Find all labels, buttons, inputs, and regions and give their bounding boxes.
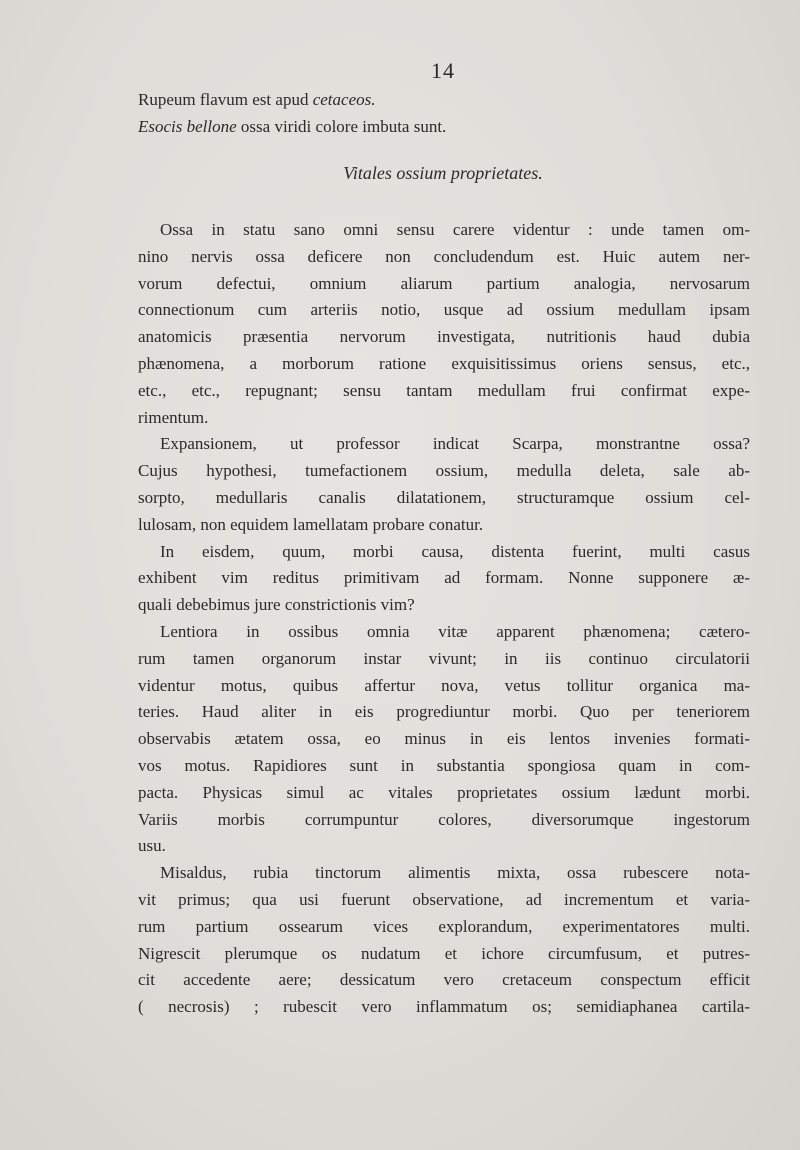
body-line: pacta. Physicas simul ac vitales proprietates ossium lædunt morbi. [138,782,750,802]
body-line: vos motus. Rapidiores sunt in substantia spongiosa quam in com- [138,755,750,775]
body-text [138,217,750,1021]
body-line: connectionum cum arteriis notio, usque ad ossium medullam ipsam [138,300,750,320]
body-line: usu. [138,836,166,856]
body-line: videntur motus, quibus affertur nova, vetus tollitur organica ma- [138,675,750,695]
intro-text: ossa viridi colore imbuta sunt. [236,116,447,136]
page-number: 14 [431,58,455,83]
body-line: rum partium ossearum vices explorandum, experimentatores multi. [138,916,750,936]
intro-line [138,87,750,114]
body-line: vorum defectui, omnium aliarum partium analogia, nervosarum [138,273,750,293]
intro-line [138,114,750,141]
body-line: ( necrosis) ; rubescit vero inflammatum os; semidiaphanea cartila- [138,997,750,1017]
body-line: In eisdem, quum, morbi causa, distenta fuerint, multi casus [160,541,750,561]
body-line: teries. Haud aliter in eis progrediuntur morbi. Quo per teneriorem [138,702,750,722]
body-line: exhibent vim reditus primitivam ad formam. Nonne supponere æ- [138,568,750,588]
body-line: Expansionem, ut professor indicat Scarpa, monstrantne ossa? [160,434,750,454]
intro-text: Rupeum flavum est apud [138,90,313,109]
body-line: Misaldus, rubia tinctorum alimentis mixta, ossa rubescere nota- [160,863,750,883]
body-line: vit primus; qua usi fuerunt observatione, ad incrementum et varia- [138,889,750,909]
intro-italic-term: Esocis bellone [138,116,237,136]
body-line: anatomicis præsentia nervorum investigata, nutritionis haud dubia [138,327,750,347]
body-line: rum tamen organorum instar vivunt; in iis continuo circulatorii [138,648,750,668]
body-line: quali debebimus jure constrictionis vim? [138,595,415,615]
body-line: nino nervis ossa deficere non concludendum est. Huic autem ner- [138,246,750,266]
body-line: observabis ætatem ossa, eo minus in eis lentos invenies formati- [138,729,750,749]
intro-italic-term: cetaceos. [312,90,376,109]
body-line: etc., etc., repugnant; sensu tantam medullam frui confirmat expe- [138,380,750,400]
intro-paragraph [138,87,750,141]
body-line: Variis morbis corrumpuntur colores, diversorumque ingestorum [138,809,750,829]
body-line: cit accedente aere; dessicatum vero cretaceum conspectum efficit [138,970,750,990]
body-line: rimentum. [138,407,209,427]
body-line: lulosam, non equidem lamellatam probare conatur. [138,514,484,534]
body-line: Ossa in statu sano omni sensu carere videntur : unde tamen om- [160,220,750,239]
body-line: Nigrescit plerumque os nudatum et ichore circumfusum, et putres- [138,943,750,963]
section-title: Vitales ossium proprietates. [343,163,543,183]
body-line: phænomena, a morborum ratione exquisitissimus oriens sensus, etc., [138,353,750,373]
body-line: sorpto, medullaris canalis dilatationem, structuramque ossium cel- [138,487,750,507]
body-line: Cujus hypothesi, tumefactionem ossium, medulla deleta, sale ab- [138,461,750,481]
body-line: Lentiora in ossibus omnia vitæ apparent phænomena; cætero- [160,621,750,641]
